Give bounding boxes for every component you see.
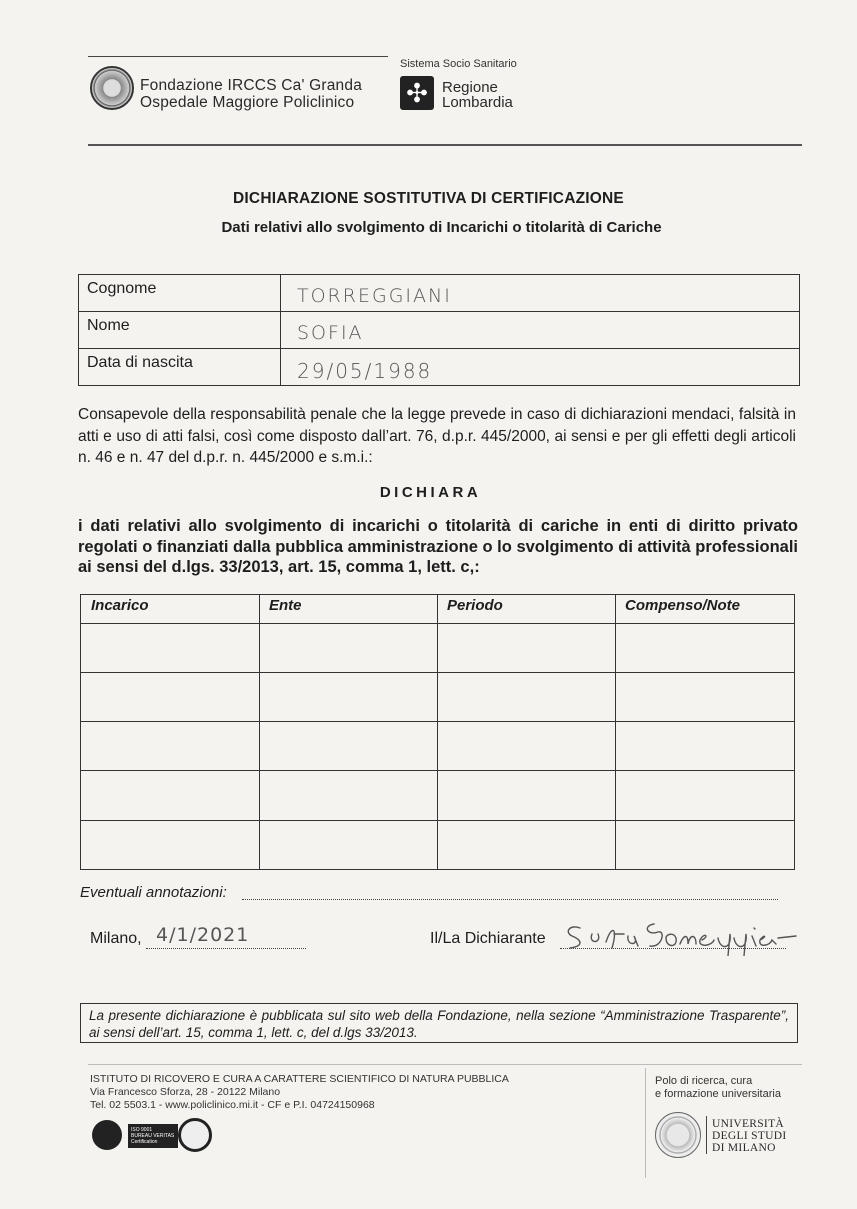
table-row[interactable] [81, 672, 794, 673]
table-row[interactable] [81, 721, 794, 722]
dichiarante-label: Il/La Dichiarante [430, 930, 546, 947]
polo-line1: Polo di ricerca, cura [655, 1075, 753, 1087]
consapevole-paragraph: Consapevole della responsabilità penale che la legge prevede in caso di dichiarazioni mendaci, falsità in atti e uso di atti falsi, così come disposto dall’art. 76, d.p.r. 445/2000, ai sensi e per gli effetti degli articoli n. 46 e n. 47 del d.p.r. n. 445/2000 e s.m.i.: [78, 406, 796, 466]
fondazione-line2: Ospedale Maggiore Policlinico [140, 94, 355, 111]
unimi-seal-icon [655, 1112, 701, 1158]
annotazioni-label: Eventuali annotazioni: [80, 884, 227, 901]
header-divider [88, 144, 802, 146]
document-subtitle: Dati relativi allo svolgimento di Incarichi o titolarità di Cariche [221, 219, 662, 236]
footer-line2: Via Francesco Sforza, 28 - 20122 Milano [90, 1086, 281, 1098]
header-incarico: Incarico [91, 597, 149, 614]
uni-line2: DEGLI STUDI [712, 1130, 787, 1142]
table-row[interactable] [81, 820, 794, 821]
date-value: 4/1/2021 [156, 924, 250, 946]
annotazioni-field[interactable] [242, 884, 778, 900]
bureau-veritas-seal-icon [178, 1118, 212, 1152]
regione-lombardia-logo-icon: ✣ [400, 76, 434, 110]
footer-divider [88, 1064, 802, 1065]
row-cognome [79, 275, 799, 312]
fondazione-line1: Fondazione IRCCS Ca' Granda [140, 77, 363, 94]
dichiara-heading: DICHIARA [379, 484, 482, 501]
header-ente: Ente [269, 597, 302, 614]
table-row[interactable] [81, 770, 794, 771]
footer-vertical-divider [645, 1068, 646, 1178]
row-nome [79, 312, 799, 349]
row-data-nascita [79, 349, 799, 386]
polo-line2: e formazione universitaria [655, 1088, 781, 1100]
data-nascita-label: Data di nascita [87, 354, 193, 371]
table-row[interactable] [81, 623, 794, 624]
sistema-label: Sistema Socio Sanitario [400, 58, 517, 70]
regione-name [442, 80, 513, 110]
footer-line3: Tel. 02 5503.1 - www.policlinico.mi.it - CF e P.I. 04724150968 [90, 1099, 375, 1111]
bureau-veritas-icon: ISO 9001 BUREAU VERITAS Certification [128, 1124, 178, 1148]
data-nascita-value[interactable]: 29/05/1988 [297, 359, 433, 383]
fondazione-name [140, 77, 362, 111]
cognome-value[interactable]: TORREGGIANI [297, 285, 452, 307]
regione-line2: Lombardia [442, 94, 513, 111]
cognome-label: Cognome [87, 280, 157, 297]
uni-line3: DI MILANO [712, 1142, 776, 1154]
nome-label: Nome [87, 317, 130, 334]
unimi-name [712, 1118, 787, 1154]
certification-seal-icon [92, 1120, 122, 1150]
fondazione-seal-icon [90, 66, 134, 110]
nome-value[interactable]: SOFIA [297, 322, 364, 344]
personal-data-table [78, 274, 800, 386]
document-title: DICHIARAZIONE SOSTITUTIVA DI CERTIFICAZIONE [233, 190, 624, 207]
dichiara-paragraph: i dati relativi allo svolgimento di incarichi o titolarità di cariche in enti di diritto privato regolati o finanziati dalla pubblica amministrazione o lo svolgimento di attività professionali ai sensi del d.lgs. 33/2013, art. 15, comma 1, lett. c,: [78, 517, 798, 576]
header-periodo: Periodo [447, 597, 503, 614]
footer-line1: ISTITUTO DI RICOVERO E CURA A CARATTERE SCIENTIFICO DI NATURA PUBBLICA [90, 1073, 509, 1085]
polo-text [655, 1075, 781, 1101]
regione-line1: Regione [442, 79, 498, 96]
incarichi-table [80, 594, 795, 870]
pubblicazione-notice: La presente dichiarazione è pubblicata sul sito web della Fondazione, nella sezione “Amministrazione Trasparente”, ai sensi dell’art. 15, comma 1, lett. c, del d.lgs 33/2013. [80, 1003, 798, 1043]
place-label: Milano, [90, 930, 142, 947]
header-compenso: Compenso/Note [625, 597, 741, 614]
footer-address [90, 1073, 509, 1112]
signature-icon [562, 914, 798, 956]
header-rule-left [88, 56, 388, 57]
uni-line1: UNIVERSITÀ [712, 1118, 784, 1130]
